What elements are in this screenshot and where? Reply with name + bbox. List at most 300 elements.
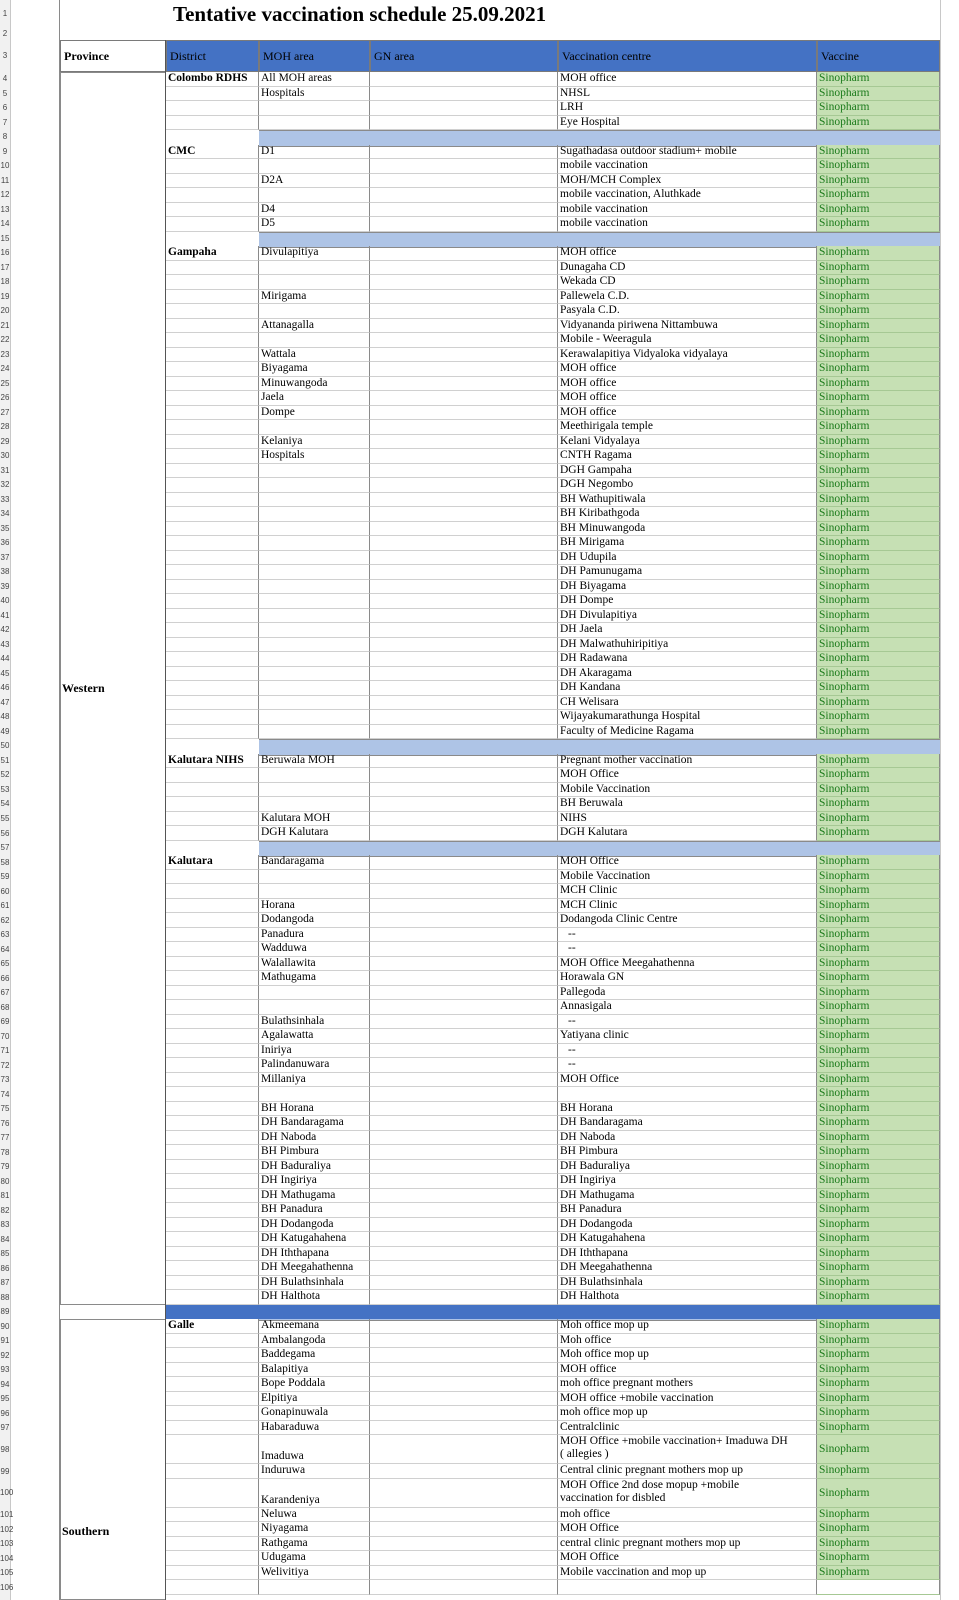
cell[interactable] [166,1261,259,1276]
cell[interactable] [370,348,558,363]
cell[interactable] [370,174,558,189]
vaccination-centre-cell[interactable]: mobile vaccination [558,203,817,218]
cell[interactable] [259,580,370,595]
vaccination-centre-cell[interactable]: Wijayakumarathunga Hospital [558,710,817,725]
vaccine-cell[interactable]: Sinopharm [817,145,940,160]
vaccination-centre-cell[interactable]: DH Pamunugama [558,565,817,580]
vaccination-centre-cell[interactable]: MOH office [558,377,817,392]
cell[interactable] [370,478,558,493]
vaccination-centre-cell[interactable]: DH Mathugama [558,1189,817,1204]
cell[interactable] [370,1508,558,1523]
moh-area-cell[interactable]: Jaela [259,391,370,406]
moh-area-cell[interactable]: DGH Kalutara [259,826,370,841]
moh-area-cell[interactable]: DH Bulathsinhala [259,1276,370,1291]
cell[interactable] [370,565,558,580]
cell[interactable] [166,638,259,653]
cell[interactable] [370,1000,558,1015]
cell[interactable] [370,406,558,421]
cell[interactable] [370,1537,558,1552]
vaccine-cell[interactable]: Sinopharm [817,391,940,406]
cell[interactable] [166,1145,259,1160]
cell[interactable] [370,1348,558,1363]
cell[interactable] [166,1464,259,1479]
cell[interactable] [166,507,259,522]
vaccination-centre-cell[interactable]: moh office pregnant mothers [558,1377,817,1392]
cell[interactable] [370,522,558,537]
cell[interactable] [166,1073,259,1088]
moh-area-cell[interactable]: Gonapinuwala [259,1406,370,1421]
cell[interactable] [166,1058,259,1073]
cell[interactable] [370,1058,558,1073]
vaccination-centre-cell[interactable]: CH Welisara [558,696,817,711]
vaccination-centre-cell[interactable]: MOH Office [558,1522,817,1537]
cell[interactable] [370,275,558,290]
vaccination-centre-cell[interactable]: Sugathadasa outdoor stadium+ mobile [558,145,817,160]
vaccine-cell[interactable]: Sinopharm [817,1377,940,1392]
vaccine-cell[interactable]: Sinopharm [817,1029,940,1044]
vaccination-centre-cell[interactable]: moh office mop up [558,1406,817,1421]
cell[interactable] [166,1116,259,1131]
cell[interactable] [166,565,259,580]
vaccine-cell[interactable]: Sinopharm [817,1160,940,1175]
moh-area-cell[interactable]: Elpitiya [259,1392,370,1407]
cell[interactable] [370,1551,558,1566]
cell[interactable] [166,1421,259,1436]
cell[interactable] [166,884,259,899]
vaccine-cell[interactable]: Sinopharm [817,1232,940,1247]
vaccination-centre-cell[interactable]: BH Minuwangoda [558,522,817,537]
cell[interactable] [166,1232,259,1247]
cell[interactable] [370,116,558,131]
moh-area-cell[interactable]: Mirigama [259,290,370,305]
cell[interactable] [166,217,259,232]
cell[interactable] [166,275,259,290]
moh-area-cell[interactable]: D5 [259,217,370,232]
cell[interactable] [166,290,259,305]
cell[interactable] [370,710,558,725]
vaccine-cell[interactable]: Sinopharm [817,159,940,174]
cell[interactable] [370,971,558,986]
moh-area-cell[interactable]: DH Baduraliya [259,1160,370,1175]
cell[interactable] [259,507,370,522]
vaccination-centre-cell[interactable]: LRH [558,101,817,116]
cell[interactable] [370,1073,558,1088]
cell[interactable] [166,435,259,450]
cell[interactable] [370,1479,558,1508]
vaccination-centre-cell[interactable]: Pasyala C.D. [558,304,817,319]
vaccine-cell[interactable]: Sinopharm [817,1319,940,1334]
vaccine-cell[interactable]: Sinopharm [817,1174,940,1189]
vaccine-cell[interactable]: Sinopharm [817,116,940,131]
cell[interactable] [370,1580,558,1595]
cell[interactable] [166,551,259,566]
cell[interactable] [259,1000,370,1015]
vaccine-cell[interactable]: Sinopharm [817,333,940,348]
vaccine-cell[interactable]: Sinopharm [817,594,940,609]
cell[interactable] [370,261,558,276]
vaccine-cell[interactable]: Sinopharm [817,797,940,812]
moh-area-cell[interactable]: Walallawita [259,957,370,972]
moh-area-cell[interactable]: Hospitals [259,87,370,102]
cell[interactable] [259,116,370,131]
vaccine-cell[interactable]: Sinopharm [817,362,940,377]
vaccine-cell[interactable]: Sinopharm [817,1464,940,1479]
vaccination-centre-cell[interactable]: MCH Clinic [558,884,817,899]
vaccine-cell[interactable]: Sinopharm [817,493,940,508]
cell[interactable] [166,1377,259,1392]
vaccination-centre-cell[interactable]: MOH Office [558,855,817,870]
moh-area-cell[interactable]: D2A [259,174,370,189]
vaccine-cell[interactable]: Sinopharm [817,928,940,943]
moh-area-cell[interactable]: BH Panadura [259,1203,370,1218]
vaccine-cell[interactable]: Sinopharm [817,522,940,537]
vaccine-cell[interactable]: Sinopharm [817,1261,940,1276]
moh-area-cell[interactable]: Divulapitiya [259,246,370,261]
cell[interactable] [166,203,259,218]
vaccine-cell[interactable]: Sinopharm [817,319,940,334]
vaccine-cell[interactable]: Sinopharm [817,203,940,218]
vaccination-centre-cell[interactable] [558,1479,817,1508]
vaccination-centre-cell[interactable]: DH Radawana [558,652,817,667]
cell[interactable] [370,507,558,522]
cell[interactable] [370,1435,558,1464]
cell[interactable] [166,1522,259,1537]
cell[interactable] [259,884,370,899]
moh-area-cell[interactable]: Wadduwa [259,942,370,957]
cell[interactable] [166,609,259,624]
vaccination-centre-cell[interactable]: MOH office [558,362,817,377]
cell[interactable] [166,420,259,435]
vaccination-centre-cell[interactable]: Pallegoda [558,986,817,1001]
cell[interactable] [370,1203,558,1218]
cell[interactable] [370,812,558,827]
cell[interactable] [370,101,558,116]
vaccine-cell[interactable]: Sinopharm [817,551,940,566]
vaccination-centre-cell[interactable]: -- [558,1015,817,1030]
vaccine-cell[interactable]: Sinopharm [817,1247,940,1262]
cell[interactable] [370,1116,558,1131]
vaccination-centre-cell[interactable]: -- [558,1058,817,1073]
vaccine-cell[interactable]: Sinopharm [817,449,940,464]
cell[interactable] [166,406,259,421]
cell[interactable] [166,1348,259,1363]
moh-area-cell[interactable]: Millaniya [259,1073,370,1088]
vaccination-centre-cell[interactable]: DH Dodangoda [558,1218,817,1233]
cell[interactable] [370,797,558,812]
moh-area-cell[interactable]: Dodangoda [259,913,370,928]
cell[interactable] [370,1464,558,1479]
moh-area-cell[interactable]: Iniriya [259,1044,370,1059]
vaccination-centre-cell[interactable]: Mobile vaccination and mop up [558,1566,817,1581]
moh-area-cell[interactable]: DH Katugahahena [259,1232,370,1247]
moh-area-cell[interactable]: Mathugama [259,971,370,986]
vaccination-centre-cell[interactable]: DGH Gampaha [558,464,817,479]
vaccination-centre-cell[interactable]: DH Naboda [558,1131,817,1146]
vaccine-cell[interactable]: Sinopharm [817,754,940,769]
cell[interactable] [370,449,558,464]
moh-area-cell[interactable]: DH Mathugama [259,1189,370,1204]
district-cell[interactable]: Galle [166,1319,259,1334]
cell[interactable] [166,464,259,479]
vaccine-cell[interactable]: Sinopharm [817,812,940,827]
vaccine-cell[interactable]: Sinopharm [817,87,940,102]
vaccine-cell[interactable]: Sinopharm [817,609,940,624]
cell[interactable] [259,333,370,348]
vaccine-cell[interactable]: Sinopharm [817,290,940,305]
district-cell[interactable]: CMC [166,145,259,160]
vaccine-cell[interactable]: Sinopharm [817,667,940,682]
cell[interactable] [166,696,259,711]
cell[interactable] [166,1174,259,1189]
vaccine-cell[interactable]: Sinopharm [817,1522,940,1537]
vaccine-cell[interactable]: Sinopharm [817,1000,940,1015]
cell[interactable] [558,1087,817,1102]
vaccine-cell[interactable]: Sinopharm [817,565,940,580]
cell[interactable] [166,1508,259,1523]
vaccine-cell[interactable]: Sinopharm [817,1073,940,1088]
cell[interactable] [166,348,259,363]
cell[interactable] [166,1406,259,1421]
cell[interactable] [370,1174,558,1189]
cell[interactable] [259,667,370,682]
cell[interactable] [166,1551,259,1566]
moh-area-cell[interactable]: Niyagama [259,1522,370,1537]
moh-area-cell[interactable]: Rathgama [259,1537,370,1552]
moh-area-cell[interactable]: DH Naboda [259,1131,370,1146]
cell[interactable] [166,826,259,841]
cell[interactable] [370,957,558,972]
vaccination-centre-cell[interactable]: Mobile - Weeragula [558,333,817,348]
moh-area-cell[interactable]: BH Horana [259,1102,370,1117]
cell[interactable] [370,696,558,711]
cell[interactable] [370,333,558,348]
cell[interactable] [370,217,558,232]
vaccination-centre-cell[interactable]: DH Meegahathenna [558,1261,817,1276]
cell[interactable] [166,1203,259,1218]
cell[interactable] [370,1189,558,1204]
cell[interactable] [370,493,558,508]
cell[interactable] [370,420,558,435]
moh-area-cell[interactable]: DH Iththapana [259,1247,370,1262]
cell[interactable] [166,377,259,392]
vaccination-centre-cell[interactable]: mobile vaccination, Aluthkade [558,188,817,203]
vaccine-cell[interactable]: Sinopharm [817,1508,940,1523]
cell[interactable] [370,609,558,624]
cell[interactable] [166,623,259,638]
vaccination-centre-cell[interactable]: BH Panadura [558,1203,817,1218]
cell[interactable] [166,899,259,914]
vaccination-centre-cell[interactable]: moh office [558,1508,817,1523]
vaccine-cell[interactable]: Sinopharm [817,72,940,87]
cell[interactable] [259,261,370,276]
cell[interactable] [259,623,370,638]
vaccine-cell[interactable]: Sinopharm [817,435,940,450]
cell[interactable] [259,870,370,885]
cell[interactable] [166,797,259,812]
moh-area-cell[interactable]: Wattala [259,348,370,363]
vaccination-centre-cell[interactable]: MOH office [558,72,817,87]
cell[interactable] [166,971,259,986]
vaccination-centre-cell[interactable]: mobile vaccination [558,159,817,174]
vaccination-centre-cell[interactable]: Centralclinic [558,1421,817,1436]
vaccination-centre-cell[interactable]: Mobile Vaccination [558,870,817,885]
cell[interactable] [370,1087,558,1102]
district-cell[interactable]: Colombo RDHS [166,72,259,87]
cell[interactable] [370,652,558,667]
vaccine-cell[interactable]: Sinopharm [817,725,940,740]
vaccination-centre-cell[interactable]: mobile vaccination [558,217,817,232]
cell[interactable] [166,913,259,928]
cell[interactable] [370,884,558,899]
cell[interactable] [370,826,558,841]
vaccination-centre-cell[interactable]: MOH office [558,406,817,421]
cell[interactable] [166,478,259,493]
district-cell[interactable]: Gampaha [166,246,259,261]
cell[interactable] [166,1102,259,1117]
moh-area-cell[interactable]: Neluwa [259,1508,370,1523]
cell[interactable] [166,1087,259,1102]
vaccination-centre-cell[interactable]: DGH Negombo [558,478,817,493]
cell[interactable] [558,1580,817,1595]
vaccination-centre-cell[interactable]: Wekada CD [558,275,817,290]
vaccination-centre-cell[interactable]: BH Horana [558,1102,817,1117]
cell[interactable] [166,449,259,464]
moh-area-cell[interactable]: All MOH areas [259,72,370,87]
vaccine-cell[interactable]: Sinopharm [817,1102,940,1117]
moh-area-cell[interactable]: Imaduwa [259,1435,370,1464]
cell[interactable] [817,1580,940,1595]
cell[interactable] [166,652,259,667]
vaccination-centre-cell[interactable]: MOH office [558,1363,817,1378]
cell[interactable] [259,652,370,667]
cell[interactable] [166,304,259,319]
cell[interactable] [370,783,558,798]
cell[interactable] [370,464,558,479]
vaccine-cell[interactable]: Sinopharm [817,406,940,421]
cell[interactable] [370,1218,558,1233]
vaccine-cell[interactable]: Sinopharm [817,246,940,261]
vaccination-centre-cell[interactable]: Mobile Vaccination [558,783,817,798]
cell[interactable] [166,261,259,276]
vaccine-cell[interactable]: Sinopharm [817,348,940,363]
vaccine-cell[interactable]: Sinopharm [817,101,940,116]
vaccine-cell[interactable]: Sinopharm [817,986,940,1001]
cell[interactable] [166,536,259,551]
cell[interactable] [166,1189,259,1204]
moh-area-cell[interactable]: D1 [259,145,370,160]
vaccination-centre-cell[interactable]: MOH/MCH Complex [558,174,817,189]
vaccine-cell[interactable]: Sinopharm [817,1131,940,1146]
vaccine-cell[interactable]: Sinopharm [817,1435,940,1464]
cell[interactable] [370,159,558,174]
cell[interactable] [166,870,259,885]
cell[interactable] [166,1131,259,1146]
moh-area-cell[interactable]: Balapitiya [259,1363,370,1378]
vaccine-cell[interactable]: Sinopharm [817,1392,940,1407]
vaccination-centre-cell[interactable]: Pregnant mother vaccination [558,754,817,769]
moh-area-cell[interactable]: Bulathsinhala [259,1015,370,1030]
cell[interactable] [259,188,370,203]
vaccination-centre-cell[interactable]: central clinic pregnant mothers mop up [558,1537,817,1552]
district-cell[interactable]: Kalutara [166,855,259,870]
cell[interactable] [166,1029,259,1044]
vaccination-centre-cell[interactable]: DH Kandana [558,681,817,696]
moh-area-cell[interactable]: Akmeemana [259,1319,370,1334]
vaccine-cell[interactable]: Sinopharm [817,478,940,493]
vaccination-centre-cell[interactable]: Dodangoda Clinic Centre [558,913,817,928]
cell[interactable] [370,1363,558,1378]
cell[interactable] [166,681,259,696]
vaccine-cell[interactable]: Sinopharm [817,174,940,189]
cell[interactable] [259,986,370,1001]
cell[interactable] [370,594,558,609]
cell[interactable] [259,1087,370,1102]
vaccination-centre-cell[interactable]: Kelani Vidyalaya [558,435,817,450]
cell[interactable] [166,710,259,725]
vaccine-cell[interactable]: Sinopharm [817,1363,940,1378]
vaccination-centre-cell[interactable]: Annasigala [558,1000,817,1015]
moh-area-cell[interactable]: D4 [259,203,370,218]
vaccine-cell[interactable]: Sinopharm [817,783,940,798]
cell[interactable] [370,290,558,305]
cell[interactable] [370,580,558,595]
moh-area-cell[interactable]: Biyagama [259,362,370,377]
vaccine-cell[interactable]: Sinopharm [817,1116,940,1131]
vaccine-cell[interactable]: Sinopharm [817,1551,940,1566]
cell[interactable] [166,1580,259,1595]
vaccine-cell[interactable]: Sinopharm [817,261,940,276]
cell[interactable] [259,710,370,725]
vaccination-centre-cell[interactable]: BH Mirigama [558,536,817,551]
cell[interactable] [370,942,558,957]
vaccination-centre-cell[interactable]: MOH Office Meegahathenna [558,957,817,972]
vaccination-centre-cell[interactable]: MOH office [558,391,817,406]
moh-area-cell[interactable]: Induruwa [259,1464,370,1479]
cell[interactable] [370,768,558,783]
cell[interactable] [259,609,370,624]
vaccine-cell[interactable]: Sinopharm [817,899,940,914]
vaccine-cell[interactable]: Sinopharm [817,420,940,435]
cell[interactable] [259,478,370,493]
vaccination-centre-cell[interactable]: DH Bandaragama [558,1116,817,1131]
vaccine-cell[interactable]: Sinopharm [817,1406,940,1421]
moh-area-cell[interactable]: Bandaragama [259,855,370,870]
cell[interactable] [370,391,558,406]
cell[interactable] [370,1334,558,1349]
moh-area-cell[interactable]: Karandeniya [259,1479,370,1508]
cell[interactable] [370,145,558,160]
vaccination-centre-cell[interactable]: Moh office mop up [558,1348,817,1363]
vaccine-cell[interactable]: Sinopharm [817,913,940,928]
vaccination-centre-cell[interactable]: MOH Office [558,1073,817,1088]
vaccination-centre-cell[interactable]: -- [558,928,817,943]
vaccination-centre-cell[interactable]: Faculty of Medicine Ragama [558,725,817,740]
moh-area-cell[interactable]: Panadura [259,928,370,943]
vaccination-centre-cell[interactable]: NIHS [558,812,817,827]
cell[interactable] [166,1218,259,1233]
cell[interactable] [370,638,558,653]
cell[interactable] [166,928,259,943]
vaccination-centre-cell[interactable]: Eye Hospital [558,116,817,131]
vaccination-centre-cell[interactable]: MOH Office [558,768,817,783]
vaccination-centre-cell[interactable]: BH Beruwala [558,797,817,812]
vaccination-centre-cell[interactable]: Moh office mop up [558,1319,817,1334]
cell[interactable] [259,783,370,798]
cell[interactable] [166,391,259,406]
vaccine-cell[interactable]: Sinopharm [817,1290,940,1305]
cell[interactable] [370,1522,558,1537]
vaccination-centre-cell[interactable] [558,1435,817,1464]
